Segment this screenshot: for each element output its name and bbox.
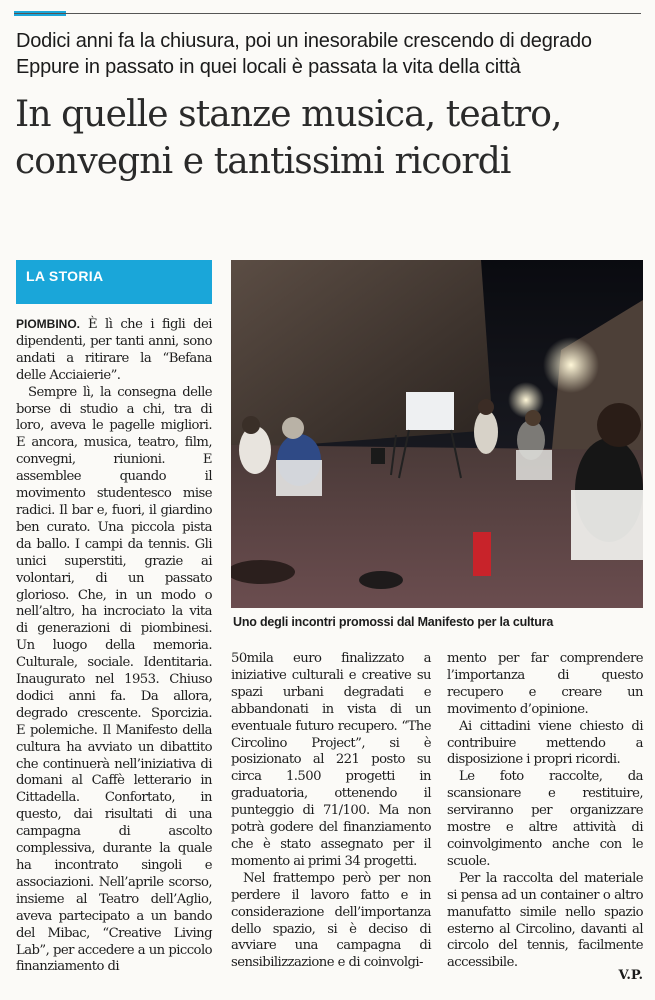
paragraph-5: mento per far comprendere l’importanza di questo recupero e creare un movimento d’opinione. [447,651,643,717]
event-photo [231,260,643,608]
kicker-line-2: Eppure in passato in quei locali è passata la vita della città [16,56,521,78]
paragraph-6: Ai cittadini viene chiesto di contribuire mettendo a disposizione i propri ricordi. [447,718,643,768]
photo-caption: Uno degli incontri promossi dal Manifesto per la cultura [233,615,554,629]
paragraph-2: Sempre lì, la consegna delle borse di studio a chi, tra di loro, aveva le pagelle migliori. E ancora, musica, teatro, film, convegni, riunioni. E assemblee quando il movimento studentesco mise radici. Il bar e, fuori, il giardino ben curato. Una piccola pista da ballo. I campi da tennis. Gli unici superstiti, grazie ai volontari, di un passato glorioso. Che, in un modo o nell’altro, ha incrociato la vita di generazioni di piombinesi. Un luogo della memoria. Culturale, sociale. Identitaria. Inaugurato nel 1953. Chiuso dodici anni fa. Da allora, degrado crescente. Sporcizia. E polemiche. Il Manifesto della cultura ha avviato un dibattito che continuerà nell’iniziativa di domani al Caffè letterario in Cittadella. Confortato, in questo, dai risultati di una campagna di ascolto complessiva, durante la quale ha incontrato singoli e associazioni. Nell’aprile scorso, insieme al Teatro dell’Aglio, aveva partecipato a un bando del Mibac, “Creative Living Lab”, per accedere a un piccolo finanziamento di [16,384,212,975]
dateline: PIOMBINO. [16,317,81,331]
paragraph-1-text: È lì che i figli dei dipendenti, per tanti anni, sono andati a ritirare la “Befana delle Acciaierie”. [16,317,212,383]
paragraph-8: Per la raccolta del materiale si pensa ad un container o altro manufatto simile nello spazio esterno al Circolino, davanti al circolo del tennis, facilmente accessibile. [447,870,643,971]
paragraph-4: Nel frattempo però per non perdere il lavoro fatto e in considerazione dell’importanza dello spazio, si è deciso di avviare una campagna di sensibilizzazione e di coinvolgi- [231,870,431,971]
kicker-line-1: Dodici anni fa la chiusura, poi un inesorabile crescendo di degrado [16,30,592,52]
paragraph-7: Le foto raccolte, da scansionare e restituire, serviranno per organizzare mostre e altre attività di coinvolgimento anche con le scuole. [447,769,643,869]
article-column-1 [16,316,212,976]
paragraph-3: 50mila euro finalizzato a iniziative culturali e creative su spazi urbani degradati e abbandonati in vista di un eventuale futuro recupero. “The Circolino Project”, si è posizionato al 221 posto su circa 1.500 progetti in graduatoria, ottenendo il punteggio di 71/100. Ma non potrà godere del finanziamento che è stato assegnato per il momento ai primi 34 progetti. [231,651,431,869]
top-rule [14,13,641,14]
author-signature: V.P. [618,968,643,983]
section-tag-label: LA STORIA [26,268,104,284]
article-column-3 [447,651,643,972]
article-column-2 [231,651,431,972]
headline: In quelle stanze musica, teatro, convegni e tantissimi ricordi [15,94,562,182]
paragraph-1 [16,316,212,385]
section-tag [16,260,212,304]
